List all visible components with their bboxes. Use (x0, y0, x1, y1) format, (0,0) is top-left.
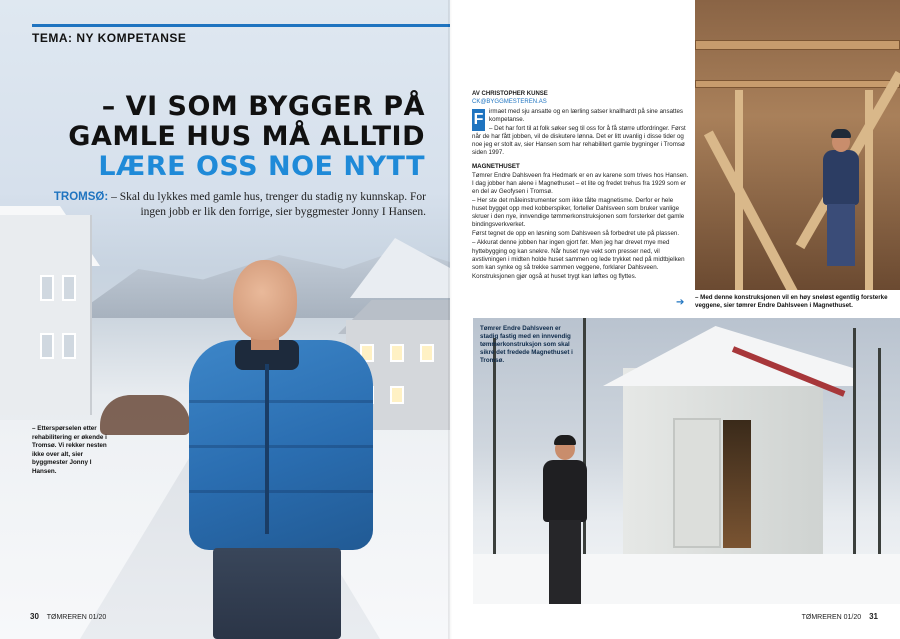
magazine-issue-right: TØMREREN 01/20 (801, 614, 862, 621)
house-window (390, 344, 404, 362)
carpenter-legs (549, 520, 581, 604)
bare-tree (853, 328, 856, 558)
photo-caption-left: – Etterspørselen etter rehabilitering er økende i Tromsø. Vi rekker nesten ikke over alt, sier byggmester Jonny I Hansen. (32, 425, 107, 475)
folio-left (30, 612, 106, 621)
lede-place: TROMSØ: (53, 191, 109, 203)
carpenter-body (543, 460, 587, 522)
byline-email: CK@BYGGMESTEREN.AS (472, 99, 547, 105)
house-window (40, 275, 54, 301)
drop-cap: F (472, 109, 485, 131)
byline (472, 90, 548, 106)
article-subhead: MAGNETHUSET (472, 162, 520, 170)
diagonal-brace (704, 131, 816, 290)
section-label-prefix: TEMA: (32, 31, 73, 45)
section-topic: NY KOMPETANSE (76, 31, 187, 45)
article-paragraph: Tømrer Endre Dahlsveen fra Hedmark er en av karene som trives hos Hansen. I dag jobber han alene i Magnethuset – et lite og fredet trehus fra 1929 som er en del av Geofysen i Tromsø. (472, 171, 689, 195)
snowy-roof (603, 326, 853, 386)
house-window (62, 275, 76, 301)
photo-caption-bottom: Tømrer Endre Dahlsveen er stadig fastig med en innvendig tømmerkonstruksjon som skal sikre det fredede Magnethuset i Tromsø. (480, 325, 573, 364)
carpenter-figure (543, 438, 587, 604)
jeans (213, 548, 341, 639)
jacket-quilt-line (189, 445, 373, 448)
house-window (40, 333, 54, 359)
page-gutter (448, 0, 452, 639)
house-window (390, 386, 404, 404)
article-paragraph: – Det har fort til at folk søker seg til oss for å få større utfordringer. Først når de har fått jobben, vil de diskutere lønna. Det er litt uvanlig i disse tider og noe jeg er stolt av, sier Hansen som har rehabilitert gamle bygninger i Tromsø siden 1997. (472, 125, 686, 157)
house-window (62, 333, 76, 359)
page-number-left: 30 (30, 612, 39, 621)
article-paragraph: – Her ste det måleinstrumenter som ikke tålte magnetisme. Derfor er hele huset bygget opp med kobberspiker, forteller Dahlsveen som bruker vanlige skruer i den nye, innvendige tømmerkonstruksjonen som forsterker det gamle bindingsverkverket. (472, 196, 685, 229)
article-paragraph: Først tegnet de opp en løsning som Dahlsveen så forbedret ute på plassen. (472, 230, 680, 238)
headline (30, 92, 425, 182)
door-opening (723, 420, 751, 548)
head (233, 260, 297, 340)
snow-ground (473, 554, 900, 604)
lede-text: Skal du lykkes med gamle hus, trenger du stadig ny kunnskap. For ingen jobb er lik den forrige, sier byggmester Jonny I Hansen. (119, 191, 426, 218)
folio-right (802, 612, 878, 621)
continue-arrow-icon: ➔ (676, 297, 685, 308)
section-label (32, 31, 186, 45)
article-paragraph: – Akkurat denne jobben har ingen gjort før. Men jeg har drevet mye med hyttebygging og kan snekre. Når huset nye vekt som presser ned, vil avstivningen i midten holde huset sammen og lede trykket ned på midtbjelken som kan synke og så trekke sammen veggene, forklarer Dahlsveen. (472, 239, 685, 271)
bare-tree (878, 348, 881, 558)
photo-caption-top: – Med denne konstruksjonen vil en høy sneløst egentlig forsterke veggene, sier tømrer Endre Dahlsveen i Magnethuset. (695, 294, 888, 309)
article-paragraph: Konstruksjonen gjør også at huset trygt kan løftes og flyttes. (472, 272, 637, 280)
carpenter-hat (831, 129, 851, 138)
carpenter-hat (554, 435, 576, 445)
headline-line-1: – VI SOM BYGGER PÅ (101, 91, 425, 122)
magazine-issue-left: TØMREREN 01/20 (46, 614, 107, 621)
builder-portrait (185, 260, 385, 639)
page-number-right: 31 (869, 612, 878, 621)
right-page (450, 0, 900, 639)
house-window (420, 344, 434, 362)
jacket-zip (265, 364, 269, 534)
headline-line-2: GAMLE HUS MÅ ALLTID (68, 121, 425, 152)
carpenter-body (823, 150, 859, 205)
white-house (0, 215, 92, 415)
lede: TROMSØ: – Skal du lykkes med gamle hus, trenger du stadig ny kunnskap. For ingen jobb er lik den forrige, sier byggmester Jonny I Hansen. (53, 191, 426, 218)
jacket-quilt-line (189, 490, 373, 493)
jacket-quilt-line (189, 400, 373, 403)
headline-line-3: LÆRE OSS NOE NYTT (98, 151, 425, 182)
ceiling-beam (695, 40, 900, 50)
carpenter-figure (823, 132, 859, 272)
byline-author: AV CHRISTOPHER KUNSE (472, 91, 548, 97)
ceiling-beam (695, 80, 900, 88)
interior-photo (695, 0, 900, 290)
article-body (472, 108, 690, 282)
bare-tree (493, 338, 496, 558)
carpenter-legs (827, 204, 855, 266)
open-door (673, 418, 721, 548)
article-paragraph: irmaet med sju ansatte og en lærling satser knallhardt på sine ansattes kompetanse. (489, 108, 683, 124)
